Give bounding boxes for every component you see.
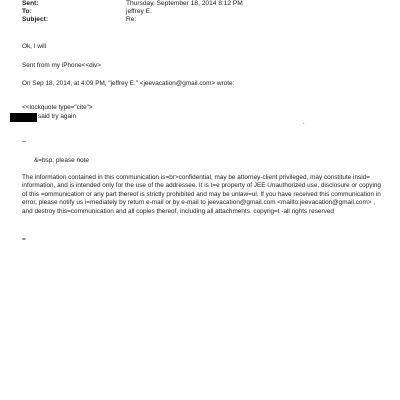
separator-dashes: -- bbox=[22, 138, 27, 145]
quote-attribution: On Sep 18, 2014, at 4:09 PM, "jeffrey E." <jeevacation@gmail.com> wrote: bbox=[22, 80, 235, 87]
blockquote-tag: <<lockquote type="cite"> bbox=[22, 104, 93, 111]
subject-value: Re: bbox=[126, 16, 137, 23]
sent-label: Sent: bbox=[22, 0, 39, 7]
confidentiality-disclaimer: The information contained in this communication is=br>confidential, may be attorney-client privileged, may constitute insid= information, and is intended only for the use of the addressee. It is t=e property of JEE Unauthorized use, disclosure or copying of this =ommunication or any part thereof is strictly prohibited and may be unlaw=ul. If you have received this communication in error, please notify us i=mediately by return e-mail or by e-mail to jeevacation@gmail.com <mailto:jeevacation@gmail.com> , and destroy this=communication and all copies thereof, including all attachments. copyrig=t -all rights reserved bbox=[22, 174, 381, 215]
reply-line: Ok, I will bbox=[22, 43, 47, 50]
subject-label: Subject: bbox=[22, 16, 49, 23]
quoted-text: said try again bbox=[38, 113, 77, 120]
stray-mark: . bbox=[303, 120, 305, 126]
signature-line: Sent from my iPhone<<div> bbox=[22, 62, 102, 69]
sent-value: Thursday, September 18, 2014 8:12 PM bbox=[126, 0, 243, 7]
please-note-line: &=bsp; please note bbox=[34, 157, 89, 164]
to-label: To: bbox=[22, 8, 32, 15]
end-mark: = bbox=[22, 236, 26, 243]
to-value: jeffrey E. bbox=[126, 8, 152, 15]
redaction-bar bbox=[10, 113, 37, 122]
